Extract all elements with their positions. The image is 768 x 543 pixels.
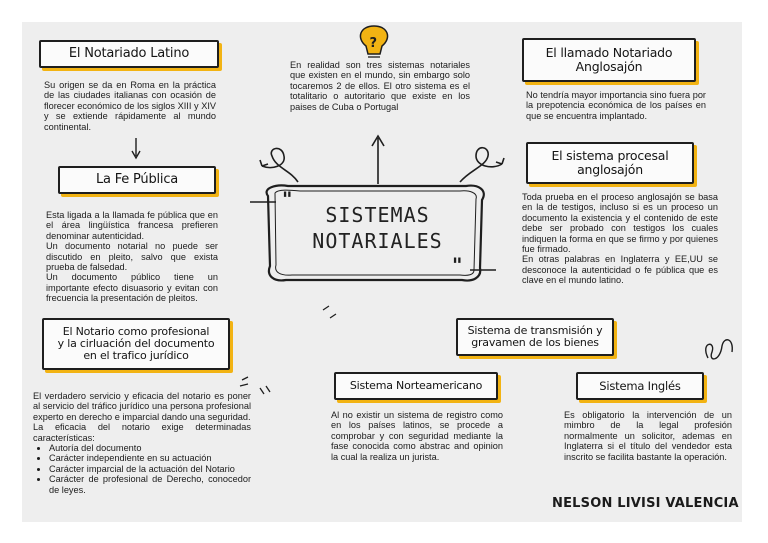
svg-text:?: ? [369,36,378,51]
latino-text: Su origen se da en Roma en la práctica de las ciudades italianas con ocasión de florecer económico de los siglos XIII y XIV y se extiende rápidamente al mundo continental. [44,80,216,132]
central-title-line1: SISTEMAS [325,203,430,227]
notario-characteristics-list [33,443,251,495]
procesal-text: Toda prueba en el proceso anglosajón se basa en la de testigos, incluso si es un proceso un documento la existencia y el contenido de este debe ser probado con testigos los cuales indiquen la forma en que se firmo y por quienes fue firmado. En otras palabras en Inglaterra y EE,UU se desconoce la autenticidad o fe pública que es clave en el mundo latino. [522,192,718,286]
heading-notariado-anglosajon: El llamado Notariado Anglosajón [522,38,696,82]
list-item: • Carácter independiente en su actuación [49,453,251,463]
list-item: • Autoría del documento [49,443,251,453]
heading-sistema-procesal: El sistema procesal anglosajón [526,142,694,184]
notario-text: El verdadero servicio y eficacia del notario es poner al servicio del tráfico jurídico una persona profesional experto en derecho e imparcial dando una seguridad. La eficacia del notario exige determinadas características: • Autoría del documento • Carácter independiente en su actuación • Carácter imparcial de la actuación del Notario • Carácter de profesional de Derecho, conocedor de leyes. [33,391,251,495]
ingles-text: Es obligatorio la intervención de un mimbro de la legal profesión normalmente un solicitor, ademas en Inglaterra si el título del vendedor esta inscrito se facilita bastante la operación. [564,410,732,462]
heading-sistema-transmision: Sistema de transmisión y gravamen de los bienes [456,318,614,356]
quote-open-glyph: " [282,187,293,211]
intro-text: En realidad son tres sistemas notariales que existen en el mundo, sin embargo solo tocaremos 2 de ellos. El otro sistema es el totalitario o autoritario que existe en los paises de Cuba o Portugal [290,60,470,112]
anglosajon-text: No tendría mayor importancia sino fuera por la prepotencia económica de los países en que se encuentra implantado. [526,90,706,121]
heading-fe-publica: La Fe Pública [58,166,216,194]
fe-publica-text: Esta ligada a la llamada fe pública que en el área lingüística francesa prefieren denominar autenticidad. Un documento notarial no puede ser discutido en pleito, salvo que exista prueba de falsedad. Un documento público tiene un importante efecto disuasorio y evitan con frecuencia la presentación de pleitos. [46,210,218,304]
heading-sistema-norteamericano: Sistema Norteamericano [334,372,498,400]
heading-sistema-ingles: Sistema Inglés [576,372,704,400]
heading-notario-profesional: El Notario como profesional y la cirluación del documento en el trafico jurídico [42,318,230,370]
quote-close-glyph: " [452,253,463,277]
list-item: • Carácter imparcial de la actuación del Notario [49,464,251,474]
central-title-line2: NOTARIALES [312,229,443,253]
norteamericano-text: Al no existir un sistema de registro como en los países latinos, se procede a comprobar y con seguridad mediante la fase conocida como abstrac and opinion la cual la realiza un jurista. [331,410,503,462]
author-name: NELSON LIVISI VALENCIA [552,496,739,511]
list-item: • Carácter de profesional de Derecho, conocedor de leyes. [49,474,251,495]
heading-notariado-latino: El Notariado Latino [39,40,219,68]
central-title [275,182,480,274]
lightbulb-question-icon [360,26,387,57]
